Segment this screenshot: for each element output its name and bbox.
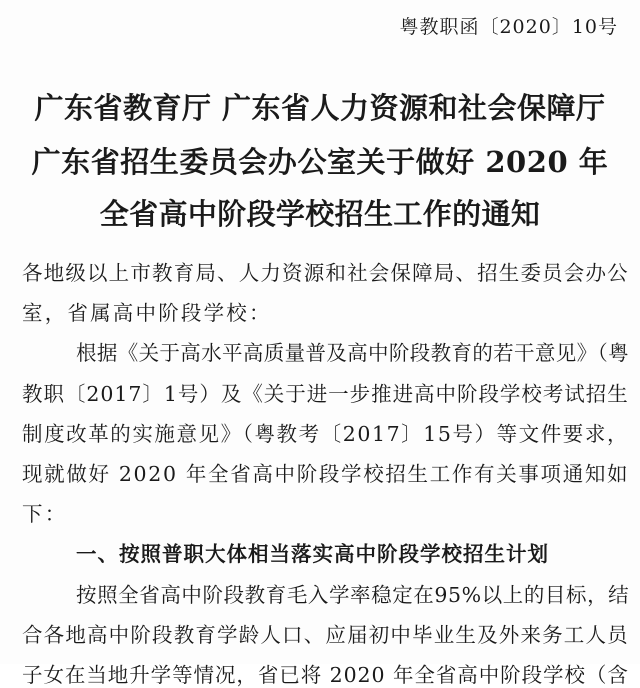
body-line-para2-2: 合各地高中阶段教育学龄人口、应届初中毕业生及外来务工人员 (22, 623, 629, 647)
body-line-para1-3: 制度改革的实施意见》（粤教考〔2017〕15号）等文件要求， (22, 422, 630, 446)
body-line-para1-2: 教职〔2017〕1号）及《关于进一步推进高中阶段学校考试招生 (22, 382, 629, 406)
section-heading-1: 一、按照普职大体相当落实高中阶段学校招生计划 (76, 542, 549, 566)
body-line-para1-4: 现就做好 2020 年全省高中阶段学校招生工作有关事项通知如 (22, 462, 630, 486)
document-number: 粤教职函〔2020〕10号 (399, 16, 618, 38)
body-line-addressees: 各地级以上市教育局、人力资源和社会保障局、招生委员会办公 (22, 261, 629, 285)
title-line-1: 广东省教育厅 广东省人力资源和社会保障厅 (34, 91, 606, 125)
title-line-2: 广东省招生委员会办公室关于做好 2020 年 (31, 145, 609, 179)
title-line-3: 全省高中阶段学校招生工作的通知 (99, 197, 541, 231)
body-line-para1: 根据《关于高水平高质量普及高中阶段教育的若干意见》（粤 (76, 341, 629, 365)
body-line-para2: 按照全省高中阶段教育毛入学率稳定在95%以上的目标，结 (76, 583, 630, 607)
body-line-addressees-cont: 室，省属高中阶段学校： (22, 301, 272, 325)
body-line-para1-5: 下： (22, 502, 68, 526)
body-line-para2-3: 子女在当地升学等情况，省已将 2020 年全省高中阶段学校（含 (22, 663, 629, 687)
